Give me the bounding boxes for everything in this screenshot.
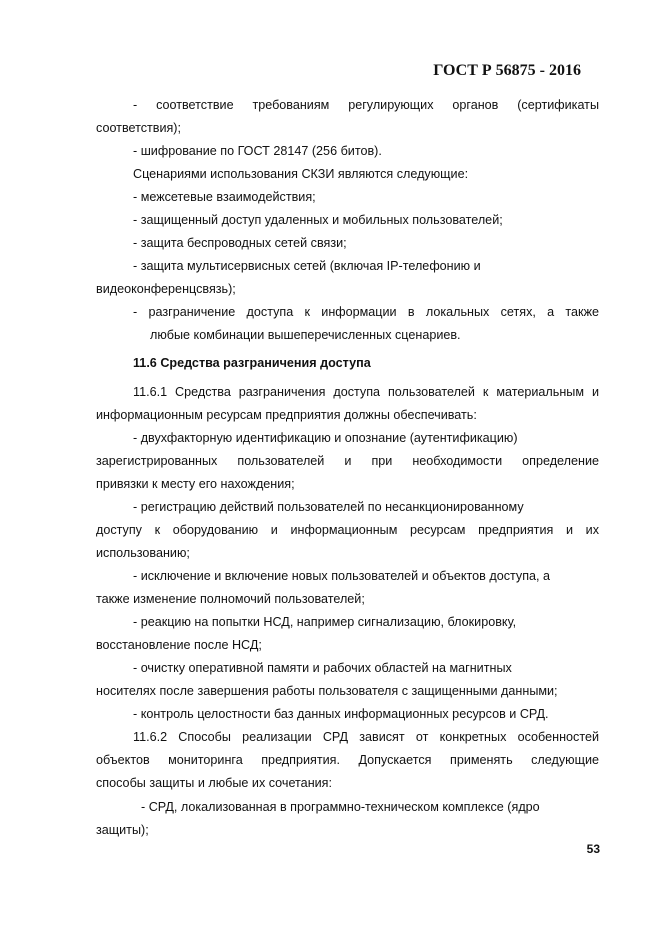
text-line: доступу к оборудованию и информационным ресурсам предприятия и их (96, 523, 599, 537)
text-line: соответствия); (96, 121, 182, 135)
text-line: видеоконференцсвязь); (96, 282, 236, 296)
text-line: восстановление после НСД; (96, 638, 262, 652)
text-line: - исключение и включение новых пользователей и объектов доступа, а (133, 569, 551, 583)
text-line: - межсетевые взаимодействия; (133, 190, 316, 204)
text-line: зарегистрированных пользователей и при необходимости определение (96, 454, 599, 468)
text-line: - двухфакторную идентификацию и опознание (аутентификацию) (133, 431, 518, 445)
text-line: носителях после завершения работы пользователя с защищенными данными; (96, 684, 558, 698)
text-line: - СРД, локализованная в программно-техническом комплексе (ядро (141, 800, 540, 814)
text-line: любые комбинации вышеперечисленных сценариев. (150, 328, 461, 342)
text-line: Сценариями использования СКЗИ являются следующие: (133, 167, 469, 181)
text-line: также изменение полномочий пользователей; (96, 592, 365, 606)
text-line: - соответствие требованиям регулирующих органов (сертификаты (133, 98, 599, 112)
text-line: - защита мультисервисных сетей (включая IP-телефонию и (133, 259, 481, 273)
text-line: 11.6.1 Средства разграничения доступа пользователей к материальным и (133, 385, 599, 399)
text-line: использованию; (96, 546, 190, 560)
text-line: - очистку оперативной памяти и рабочих областей на магнитных (133, 661, 512, 675)
text-line: - защита беспроводных сетей связи; (133, 236, 347, 250)
text-line: - контроль целостности баз данных информационных ресурсов и СРД. (133, 707, 549, 721)
page-number: 53 (586, 842, 600, 856)
text-line: защиты); (96, 823, 149, 837)
text-line: способы защиты и любые их сочетания: (96, 776, 332, 790)
standard-header: ГОСТ Р 56875 - 2016 (433, 62, 581, 79)
text-line: - защищенный доступ удаленных и мобильных пользователей; (133, 213, 503, 227)
text-line: объектов мониторинга предприятия. Допускается применять следующие (96, 753, 599, 767)
text-line: информационным ресурсам предприятия должны обеспечивать: (96, 408, 477, 422)
text-line: - шифрование по ГОСТ 28147 (256 битов). (133, 144, 382, 158)
section-heading: 11.6 Средства разграничения доступа (133, 356, 371, 370)
text-line: - регистрацию действий пользователей по несанкционированному (133, 500, 524, 514)
text-line: - реакцию на попытки НСД, например сигнализацию, блокировку, (133, 615, 517, 629)
text-line: 11.6.2 Способы реализации СРД зависят от конкретных особенностей (133, 730, 599, 744)
text-line: привязки к месту его нахождения; (96, 477, 295, 491)
text-line: - разграничение доступа к информации в локальных сетях, а также (133, 305, 599, 319)
